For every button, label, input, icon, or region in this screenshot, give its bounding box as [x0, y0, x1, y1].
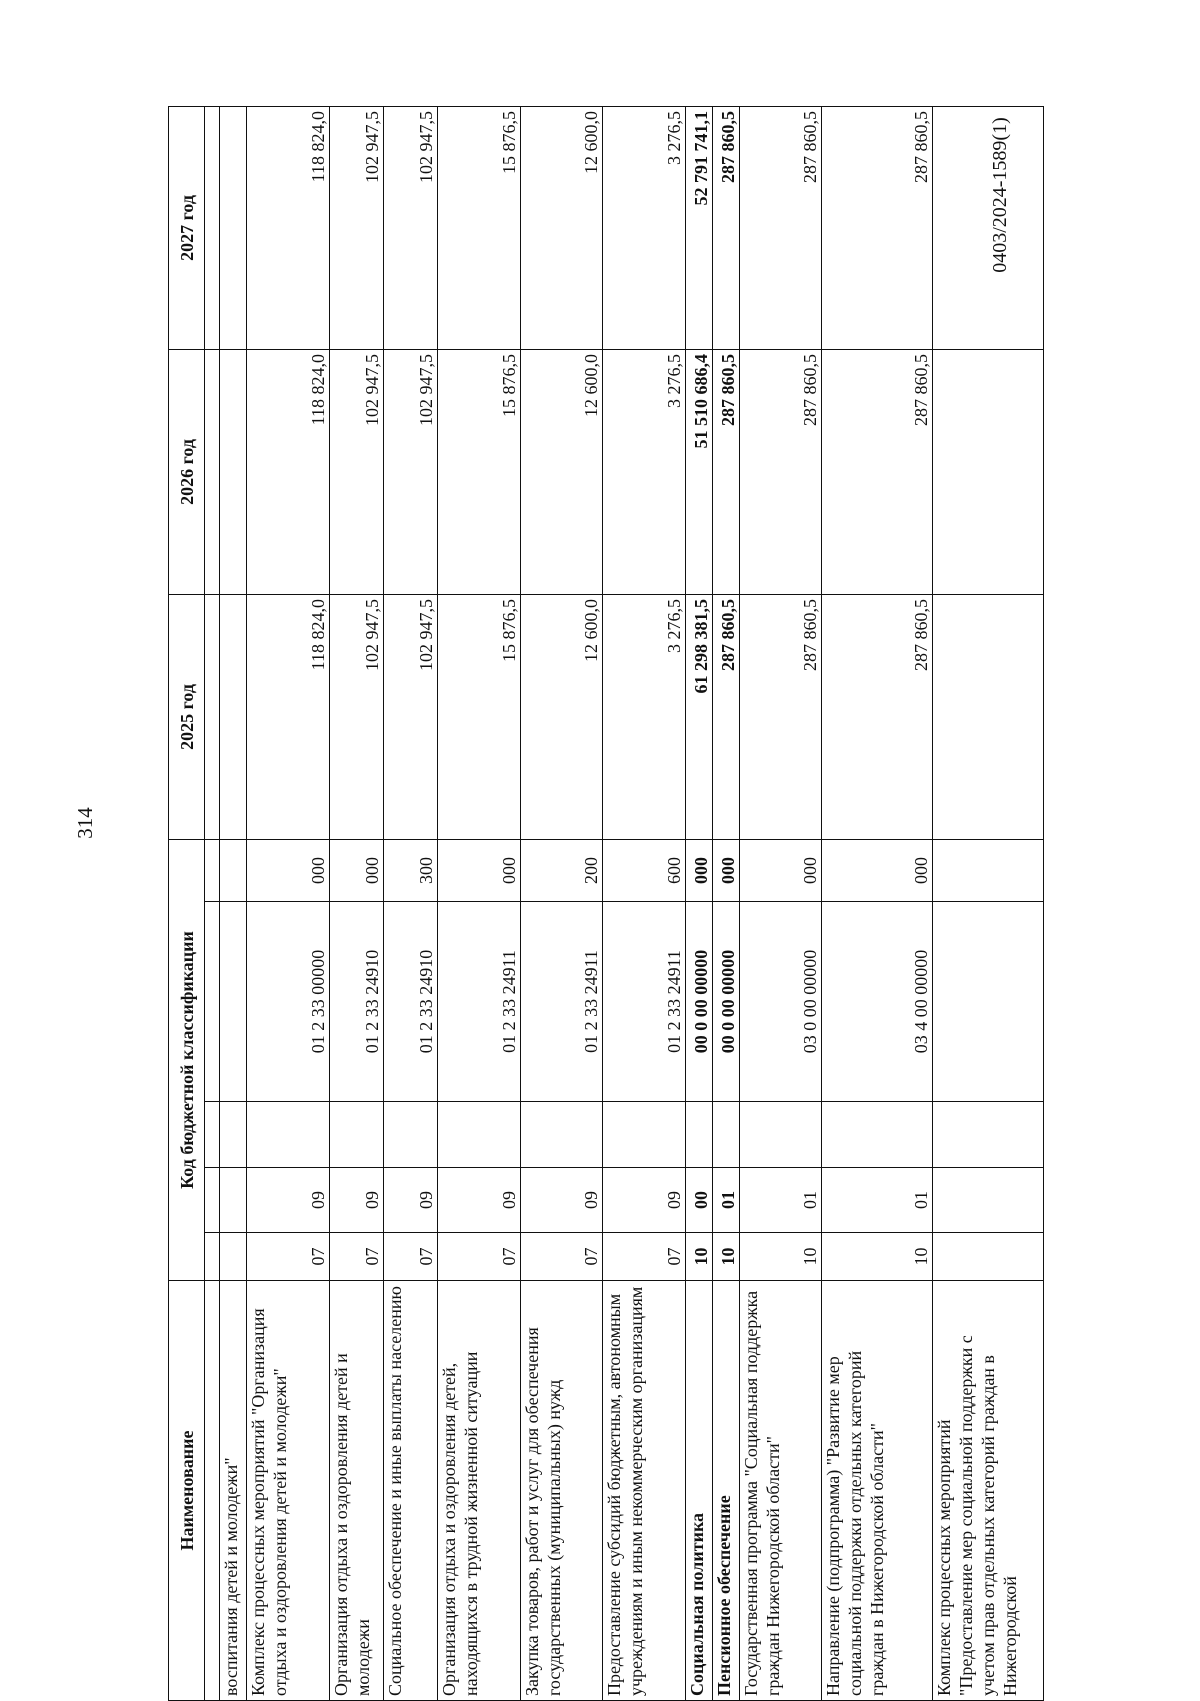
code-blank	[933, 1102, 1044, 1168]
value-2026: 287 860,5	[822, 349, 933, 594]
row-name: Социальная политика	[685, 1281, 712, 1701]
value-2025: 118 824,0	[247, 594, 330, 839]
code-blank	[247, 1102, 330, 1168]
code-target: 03 0 00 00000	[739, 902, 822, 1102]
table-row	[712, 106, 739, 1700]
value-2025: 3 276,5	[603, 594, 686, 839]
table-row	[520, 106, 603, 1700]
code-blank	[520, 1102, 603, 1168]
code-subsection	[220, 1168, 247, 1233]
budget-table-container	[168, 107, 1044, 1701]
header-2027: 2027 год	[169, 106, 205, 349]
code-blank	[822, 1102, 933, 1168]
table-row	[603, 106, 686, 1700]
value-2025: 102 947,5	[329, 594, 383, 839]
value-2027: 15 876,5	[438, 106, 521, 349]
code-expense-type	[933, 839, 1044, 901]
code-subsection: 01	[739, 1168, 822, 1233]
code-expense-type: 600	[603, 839, 686, 901]
code-subsection: 09	[438, 1168, 521, 1233]
code-target: 00 0 00 00000	[685, 902, 712, 1102]
page-number: 314	[73, 807, 97, 839]
value-2027: 12 600,0	[520, 106, 603, 349]
code-blank	[383, 1102, 437, 1168]
value-2026: 15 876,5	[438, 349, 521, 594]
value-2027	[220, 106, 247, 349]
code-blank	[329, 1102, 383, 1168]
table-row	[739, 106, 822, 1700]
value-2027: 3 276,5	[603, 106, 686, 349]
table-body	[220, 106, 1044, 1700]
code-blank	[685, 1102, 712, 1168]
value-2025: 15 876,5	[438, 594, 521, 839]
code-section: 07	[383, 1233, 437, 1281]
code-blank	[220, 1102, 247, 1168]
value-2027: 287 860,5	[712, 106, 739, 349]
code-subsection: 09	[329, 1168, 383, 1233]
row-name: Социальное обеспечение и иные выплаты населению	[383, 1281, 437, 1701]
code-subsection: 01	[712, 1168, 739, 1233]
value-2026: 51 510 686,4	[685, 349, 712, 594]
value-2025: 12 600,0	[520, 594, 603, 839]
code-target: 01 2 33 24910	[329, 902, 383, 1102]
code-section: 10	[822, 1233, 933, 1281]
value-2026: 12 600,0	[520, 349, 603, 594]
table-row	[438, 106, 521, 1700]
code-subsection: 00	[685, 1168, 712, 1233]
value-2025: 287 860,5	[822, 594, 933, 839]
code-subsection	[933, 1168, 1044, 1233]
value-2025: 61 298 381,5	[685, 594, 712, 839]
table-header-row	[169, 106, 205, 1700]
value-2025	[933, 594, 1044, 839]
value-2026: 118 824,0	[247, 349, 330, 594]
row-name: Закупка товаров, работ и услуг для обеспечения государственных (муниципальных) нужд	[520, 1281, 603, 1701]
code-subsection: 09	[520, 1168, 603, 1233]
code-subsection: 09	[383, 1168, 437, 1233]
code-target: 01 2 33 24911	[438, 902, 521, 1102]
code-expense-type: 000	[438, 839, 521, 901]
value-2026: 102 947,5	[383, 349, 437, 594]
code-expense-type: 000	[685, 839, 712, 901]
value-2026: 3 276,5	[603, 349, 686, 594]
code-subsection: 09	[247, 1168, 330, 1233]
code-expense-type: 000	[247, 839, 330, 901]
row-name: Государственная программа "Социальная поддержка граждан Нижегородской области"	[739, 1281, 822, 1701]
code-section	[933, 1233, 1044, 1281]
value-2027: 287 860,5	[739, 106, 822, 349]
document-code: 0403/2024-1589(1)	[989, 117, 1011, 273]
code-blank	[712, 1102, 739, 1168]
value-2026: 102 947,5	[329, 349, 383, 594]
code-blank	[438, 1102, 521, 1168]
value-2025: 287 860,5	[739, 594, 822, 839]
code-subsection: 09	[603, 1168, 686, 1233]
row-name: Комплекс процессных мероприятий "Организация отдыха и оздоровления детей и молодежи"	[247, 1281, 330, 1701]
code-expense-type: 200	[520, 839, 603, 901]
row-name: Направление (подпрограмма) "Развитие мер социальной поддержки отдельных категорий граждан в Нижегородской области"	[822, 1281, 933, 1701]
table-row	[933, 106, 1044, 1700]
value-2025: 287 860,5	[712, 594, 739, 839]
table-row	[685, 106, 712, 1700]
row-name: Пенсионное обеспечение	[712, 1281, 739, 1701]
code-expense-type	[220, 839, 247, 901]
row-name: воспитания детей и молодежи"	[220, 1281, 247, 1701]
table-row	[329, 106, 383, 1700]
value-2026: 287 860,5	[739, 349, 822, 594]
code-expense-type: 000	[822, 839, 933, 901]
value-2027: 52 791 741,1	[685, 106, 712, 349]
table-header-subrow	[205, 106, 220, 1700]
code-section: 07	[520, 1233, 603, 1281]
value-2027: 287 860,5	[822, 106, 933, 349]
value-2026: 287 860,5	[712, 349, 739, 594]
code-expense-type: 000	[712, 839, 739, 901]
code-target: 01 2 33 24910	[383, 902, 437, 1102]
value-2026	[220, 349, 247, 594]
code-blank	[603, 1102, 686, 1168]
value-2027: 102 947,5	[383, 106, 437, 349]
value-2026	[933, 349, 1044, 594]
header-2026: 2026 год	[169, 349, 205, 594]
row-name: Комплекс процессных мероприятий "Предоставление мер социальной поддержки с учетом прав отдельных категорий граждан в Нижегородской	[933, 1281, 1044, 1701]
row-name: Предоставление субсидий бюджетным, автономным учреждениям и иным некоммерческим организациям	[603, 1281, 686, 1701]
value-2025: 102 947,5	[383, 594, 437, 839]
code-expense-type: 000	[739, 839, 822, 901]
code-section: 07	[247, 1233, 330, 1281]
budget-table	[168, 106, 1044, 1701]
code-section: 10	[712, 1233, 739, 1281]
code-target: 01 2 33 00000	[247, 902, 330, 1102]
header-code-group: Код бюджетной классификации	[169, 839, 205, 1280]
header-2025: 2025 год	[169, 594, 205, 839]
table-row	[383, 106, 437, 1700]
table-row	[220, 106, 247, 1700]
code-target	[220, 902, 247, 1102]
header-name: Наименование	[169, 1281, 205, 1701]
value-2027	[933, 106, 1044, 349]
row-name: Организация отдыха и оздоровления детей, находящихся в трудной жизненной ситуации	[438, 1281, 521, 1701]
code-target: 03 4 00 00000	[822, 902, 933, 1102]
code-section: 07	[438, 1233, 521, 1281]
table-row	[247, 106, 330, 1700]
table-row	[822, 106, 933, 1700]
code-blank	[739, 1102, 822, 1168]
code-subsection: 01	[822, 1168, 933, 1233]
code-section: 07	[329, 1233, 383, 1281]
row-name: Организация отдыха и оздоровления детей и молодежи	[329, 1281, 383, 1701]
code-target	[933, 902, 1044, 1102]
code-target: 01 2 33 24911	[520, 902, 603, 1102]
code-target: 00 0 00 00000	[712, 902, 739, 1102]
code-section	[220, 1233, 247, 1281]
code-expense-type: 300	[383, 839, 437, 901]
code-target: 01 2 33 24911	[603, 902, 686, 1102]
value-2027: 118 824,0	[247, 106, 330, 349]
value-2025	[220, 594, 247, 839]
code-expense-type: 000	[329, 839, 383, 901]
code-section: 10	[685, 1233, 712, 1281]
code-section: 07	[603, 1233, 686, 1281]
code-section: 10	[739, 1233, 822, 1281]
value-2027: 102 947,5	[329, 106, 383, 349]
